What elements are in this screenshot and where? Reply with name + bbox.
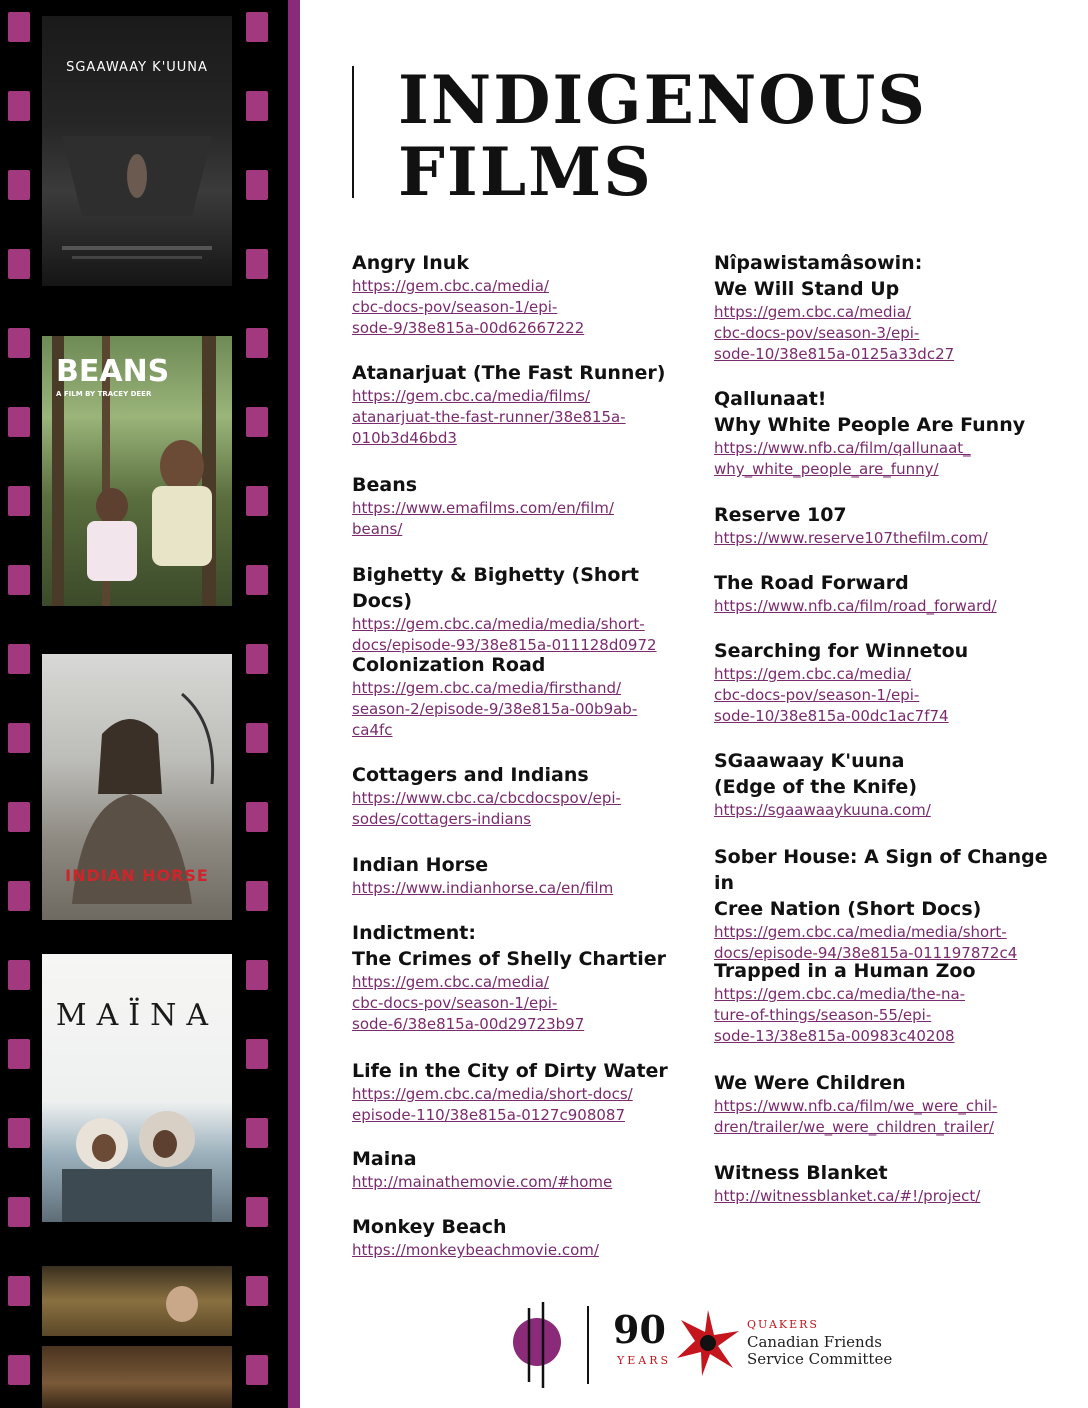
cfsc-circle-logo [509,1302,569,1388]
film-entry [714,638,1074,727]
film-title: Monkey Beach [352,1216,507,1238]
film-link[interactable]: https://gem.cbc.ca/media/ cbc-docs-pov/season-1/epi- sode-6/38e815a-00d29723b97 [352,973,585,1033]
sprocket-hole [8,486,30,516]
page-title-line-2: FILMS [398,133,653,211]
sprocket-hole [246,170,268,200]
anniversary-label: YEARS [617,1354,672,1367]
poster-sgaawaay-kuuna [42,16,232,286]
film-title: Angry Inuk [352,252,469,274]
film-entry [352,562,702,656]
film-entry [352,920,702,1035]
film-entry [714,958,1074,1047]
logo-separator [587,1306,589,1384]
poster-title: BEANS [56,354,170,389]
film-title: Bighetty & Bighetty (Short Docs) [352,564,639,612]
page-title [398,61,928,211]
sprocket-hole [8,407,30,437]
sprocket-hole [246,881,268,911]
film-title: The Road Forward [714,572,909,594]
org-name-small: QUAKERS [747,1318,819,1331]
sprocket-hole [8,91,30,121]
film-title: Nîpawistamâsowin: We Will Stand Up [714,252,923,300]
film-entry [714,386,1074,480]
film-title: Cottagers and Indians [352,764,589,786]
film-link[interactable]: https://monkeybeachmovie.com/ [352,1241,599,1259]
film-link[interactable]: https://www.nfb.ca/film/road_forward/ [714,597,997,615]
film-title: We Were Children [714,1072,906,1094]
film-entry [714,250,1074,365]
sprocket-hole [8,12,30,42]
film-link[interactable]: https://www.emafilms.com/en/film/ beans/ [352,499,614,538]
sprocket-hole [246,407,268,437]
org-name: Canadian Friends Service Committee [747,1333,893,1368]
film-entry [352,762,702,830]
poster-film-still-2 [42,1346,232,1408]
film-title: Life in the City of Dirty Water [352,1060,668,1082]
sprocket-hole [8,881,30,911]
sprocket-hole [246,249,268,279]
poster-title: INDIAN HORSE [65,866,209,885]
film-entry [352,1214,702,1261]
sprocket-hole [8,1276,30,1306]
film-entry [352,852,702,899]
film-link[interactable]: https://gem.cbc.ca/media/ cbc-docs-pov/season-1/epi- sode-9/38e815a-00d62667222 [352,277,585,337]
sprocket-hole [8,1355,30,1385]
film-title: Atanarjuat (The Fast Runner) [352,362,666,384]
film-link[interactable]: http://mainathemovie.com/#home [352,1173,613,1191]
sprocket-hole [8,802,30,832]
film-link[interactable]: https://sgaawaaykuuna.com/ [714,801,931,819]
poster-beans [42,336,232,606]
film-entry [714,570,1074,617]
film-entry [352,1146,702,1193]
film-entry [352,250,702,339]
poster-art [42,16,232,286]
film-link[interactable]: https://gem.cbc.ca/media/media/short- docs/episode-94/38e815a-011197872c4 [714,923,1018,962]
film-link[interactable]: https://www.reserve107thefilm.com/ [714,529,988,547]
sprocket-hole [246,1276,268,1306]
sprocket-hole [246,12,268,42]
film-entry [714,844,1074,964]
film-link[interactable]: https://gem.cbc.ca/media/films/ atanarjuat-the-fast-runner/38e815a- 010b3d46bd3 [352,387,626,447]
quaker-star-icon [675,1310,741,1376]
film-title: SGaawaay K'uuna (Edge of the Knife) [714,750,918,798]
sprocket-hole [8,723,30,753]
sprocket-hole [246,644,268,674]
sprocket-hole [8,170,30,200]
film-entry [352,1058,702,1126]
poster-title: MAÏNA [55,998,219,1033]
sprocket-hole [246,960,268,990]
poster-film-still [42,1266,232,1336]
film-link[interactable]: https://gem.cbc.ca/media/firsthand/ season-2/episode-9/38e815a-00b9ab- ca4fc [352,679,638,739]
film-link[interactable]: https://gem.cbc.ca/media/ cbc-docs-pov/season-3/epi- sode-10/38e815a-0125a33dc27 [714,303,955,363]
film-link[interactable]: https://www.nfb.ca/film/we_were_chil- dren/trailer/we_were_children_trailer/ [714,1097,998,1136]
film-title: Indictment: The Crimes of Shelly Chartier [352,922,666,970]
film-title: Colonization Road [352,654,546,676]
sprocket-hole [8,1197,30,1227]
sprocket-hole [8,1118,30,1148]
sprocket-hole [8,644,30,674]
poster-title: SGAAWAAY K'UUNA [66,60,208,75]
film-link[interactable]: http://witnessblanket.ca/#!/project/ [714,1187,981,1205]
sprocket-hole [8,1039,30,1069]
sprocket-hole [246,1118,268,1148]
film-link[interactable]: https://www.cbc.ca/cbcdocspov/epi- sodes/cottagers-indians [352,789,621,828]
sprocket-hole [246,802,268,832]
poster-art [42,954,232,1222]
film-title: Beans [352,474,418,496]
film-title: Sober House: A Sign of Change in Cree Nation (Short Docs) [714,846,1048,920]
sprocket-hole [246,1355,268,1385]
poster-art [42,1266,232,1336]
sprocket-hole [8,328,30,358]
film-entry [714,748,1074,821]
film-link[interactable]: https://www.nfb.ca/film/qallunaat_ why_white_people_are_funny/ [714,439,971,478]
sprocket-hole [246,1039,268,1069]
film-entry [714,502,1074,549]
film-title: Maina [352,1148,417,1170]
sprocket-hole [8,960,30,990]
film-entry [714,1160,1074,1207]
film-link[interactable]: https://gem.cbc.ca/media/short-docs/ episode-110/38e815a-0127c908087 [352,1085,633,1124]
film-link[interactable]: https://gem.cbc.ca/media/ cbc-docs-pov/season-1/epi- sode-10/38e815a-00dc1ac7f74 [714,665,949,725]
poster-maina [42,954,232,1222]
sprocket-hole [8,565,30,595]
film-title: Indian Horse [352,854,489,876]
film-title: Searching for Winnetou [714,640,969,662]
sprocket-hole [246,328,268,358]
poster-indian-horse [42,654,232,920]
strip-edge [288,0,300,1408]
film-entry [352,652,702,741]
sprocket-hole [8,249,30,279]
film-strip [0,0,300,1408]
film-title: Trapped in a Human Zoo [714,960,976,982]
film-entry [352,360,702,449]
film-link[interactable]: https://gem.cbc.ca/media/media/short- docs/episode-93/38e815a-011128d0972 [352,615,657,654]
page-title-line-1: INDIGENOUS [398,61,928,139]
sprocket-hole [246,91,268,121]
film-link[interactable]: https://gem.cbc.ca/media/the-na- ture-of-things/season-55/epi- sode-13/38e815a-00983c40208 [714,985,966,1045]
sprocket-hole [246,486,268,516]
footer-logos [505,1300,925,1390]
sprocket-hole [246,1197,268,1227]
film-title: Witness Blanket [714,1162,888,1184]
sprocket-hole [246,565,268,595]
film-title: Reserve 107 [714,504,847,526]
title-rule [352,66,354,198]
poster-subtitle: A FILM BY TRACEY DEER [56,390,152,398]
anniversary-number: 90 [613,1307,666,1352]
film-link[interactable]: https://www.indianhorse.ca/en/film [352,879,614,897]
film-entry [352,472,702,540]
film-entry [714,1070,1074,1138]
sprocket-hole [246,723,268,753]
film-title: Qallunaat! Why White People Are Funny [714,388,1026,436]
